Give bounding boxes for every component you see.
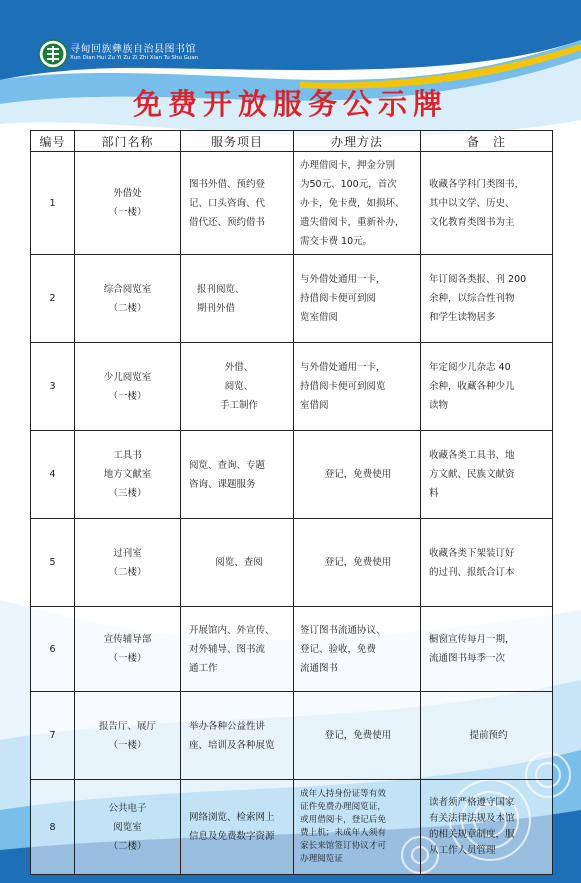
department-line: 地方文献室 (103, 469, 152, 480)
service-line: 报刊阅览、 (197, 283, 245, 295)
method-line: 为50元、100元，首次 (300, 178, 397, 190)
service-cell (181, 780, 294, 875)
library-logo-icon (38, 39, 68, 69)
method-cell (294, 152, 421, 255)
service-line: 信息及免费数字资源 (189, 831, 275, 842)
method-line: 登记，免费使用 (324, 469, 392, 480)
row-number: 7 (31, 692, 75, 780)
row-number: 4 (31, 431, 75, 519)
remark-line: 年订阅各类报、刊 200 (429, 274, 527, 285)
remark-cell (421, 343, 553, 431)
service-line: 阅览、查询、专题 (189, 459, 266, 471)
method-cell (294, 255, 421, 343)
column-header: 服务项目 (181, 131, 294, 152)
department-line: 少儿阅览室 (103, 371, 152, 383)
department-cell (75, 255, 181, 343)
service-cell (181, 692, 294, 780)
department-cell (75, 607, 181, 692)
service-line: 期刊外借 (197, 302, 236, 314)
method-line: 家长来馆签订协议才可 (300, 841, 386, 851)
library-name: 寻甸回族彝族自治县图书馆 (70, 44, 196, 55)
table-row (31, 780, 553, 875)
table-row (31, 431, 553, 519)
remark-cell (421, 692, 553, 780)
department-line: 工具书 (113, 450, 142, 461)
table-row (31, 519, 553, 607)
department-line: 公共电子 (108, 802, 147, 814)
department-line: 宣传辅导部 (103, 634, 152, 645)
method-line: 流通图书 (300, 662, 339, 674)
method-line: 与外借处通用一卡， (300, 362, 386, 373)
service-line: 咨询、课题服务 (189, 478, 256, 490)
remark-cell (421, 255, 553, 343)
method-line: 持借阅卡便可到阅 (300, 293, 377, 304)
method-line: 办理阅览证 (300, 854, 343, 864)
remark-line: 橱窗宣传每月一期， (429, 634, 515, 645)
method-line: 签订图书流通协议、 (300, 624, 386, 636)
method-line: 登记、验收，免费 (300, 643, 377, 655)
service-cell (181, 607, 294, 692)
department-line: 报告厅、展厅 (98, 720, 156, 732)
department-cell (75, 152, 181, 255)
method-line: 办理借阅卡，押金分别 (300, 159, 396, 171)
remark-cell (421, 607, 553, 692)
method-cell (294, 431, 421, 519)
method-line: 证件免费办理阅览证， (300, 802, 386, 812)
department-cell (75, 343, 181, 431)
remark-line: 读物 (429, 400, 449, 411)
remark-line: 方文献、民族文献资 (429, 469, 515, 480)
method-cell (294, 519, 421, 607)
service-line: 座、培训及各种展览 (189, 739, 275, 751)
remark-line: 提前预约 (469, 730, 508, 741)
service-line: 记、口头咨询、代 (189, 197, 266, 209)
remark-cell (421, 431, 553, 519)
service-line: 对外辅导、图书流 (189, 643, 266, 655)
table-row (31, 152, 553, 255)
method-line: 持借阅卡便可到阅览 (300, 381, 386, 392)
method-line: 或用借阅卡，登记后免 (300, 815, 386, 825)
method-line: 登记，免费使用 (324, 730, 392, 741)
method-line: 办卡，免卡费，如损坏、 (300, 197, 405, 209)
method-line: 遗失借阅卡，重新补办， (300, 216, 405, 228)
row-number: 5 (31, 519, 75, 607)
remark-line: 余种，以综合性刊物 (429, 293, 515, 304)
remark-line: 有关法律法规及本馆 (429, 813, 515, 824)
table-row (31, 255, 553, 343)
method-line: 室借阅 (300, 400, 329, 411)
remark-cell (421, 519, 553, 607)
column-header: 部门名称 (75, 131, 181, 152)
table-row (31, 607, 553, 692)
service-line: 网络浏览、检索网上 (189, 812, 275, 823)
department-line: （一楼） (108, 207, 147, 218)
remark-line: 年定阅少儿杂志 40 (429, 362, 511, 373)
service-line: 阅览、查阅 (215, 557, 263, 568)
row-number: 8 (31, 780, 75, 875)
department-line: （二楼） (108, 840, 147, 852)
method-line: 览室借阅 (300, 312, 339, 323)
department-line: （一楼） (108, 653, 147, 664)
column-header: 备 注 (421, 131, 553, 152)
service-line: 外借、 (224, 362, 254, 373)
row-number: 3 (31, 343, 75, 431)
department-line: 综合阅览室 (103, 283, 152, 295)
service-cell (181, 255, 294, 343)
department-line: （三楼） (108, 488, 147, 499)
row-number: 2 (31, 255, 75, 343)
table-header-row (31, 131, 553, 152)
remark-line: 流通图书每季一次 (429, 653, 506, 664)
remark-cell (421, 780, 553, 875)
service-cell (181, 431, 294, 519)
method-line: 成年人持身份证等有效 (300, 789, 386, 799)
column-header: 办理方法 (294, 131, 421, 152)
service-cell (181, 152, 294, 255)
service-table (30, 130, 553, 875)
service-line: 开展馆内、外宣传、 (189, 624, 275, 636)
method-cell (294, 343, 421, 431)
method-cell (294, 607, 421, 692)
page-title: 免费开放服务公示牌 (132, 87, 448, 121)
service-line: 阅览、 (224, 381, 254, 392)
service-cell (181, 519, 294, 607)
department-line: （一楼） (108, 739, 147, 751)
department-cell (75, 431, 181, 519)
remark-line: 收藏各学科门类图书， (429, 178, 525, 190)
service-line: 举办各种公益性讲 (189, 720, 266, 732)
method-line: 与外借处通用一卡， (300, 274, 386, 285)
department-cell (75, 692, 181, 780)
method-line: 需交卡费 10元。 (300, 235, 373, 247)
department-line: （一楼） (108, 390, 147, 402)
remark-line: 其中以文学、历史、 (429, 197, 515, 209)
table-row (31, 343, 553, 431)
remark-line: 文化教育类图书为主 (429, 216, 515, 228)
remark-line: 余种，收藏各种少儿 (429, 381, 515, 392)
service-line: 手工制作 (219, 400, 258, 411)
department-line: 过刊室 (113, 547, 142, 559)
library-name-pinyin: Xun Dian Hui Zu Yi Zu Zi Zhi Xian Tu Shu Guan (70, 55, 199, 61)
column-header: 编号 (31, 131, 75, 152)
remark-line: 料 (429, 488, 439, 499)
remark-line: 收藏各类工具书、地 (429, 450, 515, 461)
method-cell (294, 780, 421, 875)
remark-line: 从工作人员管理 (429, 845, 496, 856)
table-row (31, 692, 553, 780)
service-line: 通工作 (189, 662, 218, 674)
department-cell (75, 780, 181, 875)
remark-line: 和学生读物居多 (429, 312, 496, 323)
department-line: （二楼） (108, 566, 147, 578)
service-cell (181, 343, 294, 431)
remark-cell (421, 152, 553, 255)
remark-line: 读者须严格遵守国家 (429, 797, 515, 808)
method-cell (294, 692, 421, 780)
row-number: 1 (31, 152, 75, 255)
method-line: 登记，免费使用 (324, 557, 392, 568)
remark-line: 的过刊、报纸合订本 (429, 566, 515, 578)
service-line: 图书外借、预约登 (189, 178, 266, 190)
department-cell (75, 519, 181, 607)
department-line: 阅览室 (113, 821, 142, 833)
remark-line: 收藏各类下架装订好 (429, 547, 515, 559)
department-line: 外借处 (113, 188, 142, 199)
department-line: （二楼） (108, 302, 147, 314)
row-number: 6 (31, 607, 75, 692)
method-line: 费上机；未成年人须有 (300, 828, 386, 838)
service-line: 借代还、预约借书 (189, 216, 266, 228)
remark-line: 的相关规章制度，服 (429, 829, 515, 840)
